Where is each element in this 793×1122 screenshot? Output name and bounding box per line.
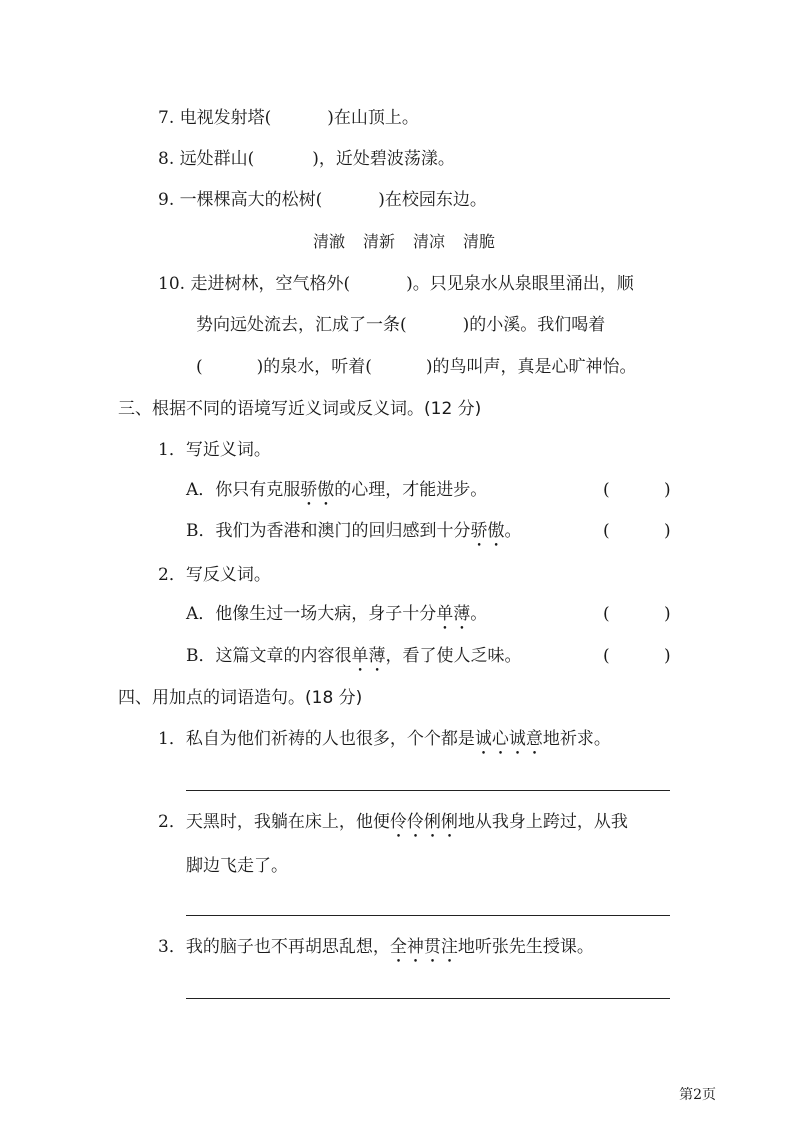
answer-paren-open: (: [603, 646, 610, 666]
item-text: (: [196, 357, 203, 377]
item-8: [158, 148, 455, 170]
sentence-text: ，看了使人乏味。: [385, 646, 522, 666]
section-3-q2-b: [186, 645, 522, 676]
dotted-word: 单薄: [351, 646, 386, 666]
dotted-word: 单薄: [436, 604, 471, 624]
answer-line[interactable]: [186, 998, 670, 999]
section-4-q3: [158, 936, 594, 967]
word-bank-item: 清澈: [313, 232, 346, 251]
section-3-q1-b: [186, 520, 522, 551]
answer-paren-open: (: [603, 604, 610, 624]
item-text-before: 一棵棵高大的松树(: [179, 190, 323, 210]
sentence-text: 的心理，才能进步。: [334, 480, 488, 500]
answer-paren-open: (: [603, 480, 610, 500]
word-bank: [313, 231, 513, 253]
sentence-text: 3．我的脑子也不再胡思乱想，: [158, 937, 390, 957]
sentence-text: 地从我身上跨过，从我: [457, 812, 628, 832]
sentence-text: 地祈求。: [542, 729, 611, 749]
item-text: )的鸟叫声，真是心旷神怡。: [425, 357, 637, 377]
item-text: 走进树林，空气格外(: [190, 274, 351, 294]
answer-paren-close: ): [664, 480, 671, 500]
dotted-word: 全神贯注: [389, 937, 458, 957]
word-bank-item: 清脆: [463, 232, 496, 251]
answer-paren-close: ): [664, 521, 671, 541]
answer-paren-close: ): [664, 604, 671, 624]
dotted-word: 骄傲: [470, 521, 505, 541]
item-number: 7.: [158, 108, 175, 128]
item-text: 势向远处流去，汇成了一条(: [196, 315, 407, 335]
item-7: [158, 107, 419, 129]
sentence-text: 2．天黑时，我躺在床上，他便: [158, 812, 390, 832]
answer-line[interactable]: [186, 915, 670, 916]
sentence-text: 地听张先生授课。: [457, 937, 594, 957]
section-4-q2: [158, 811, 628, 842]
item-number: 8.: [158, 149, 175, 169]
section-3-q1-label: 1．写近义词。: [158, 440, 271, 460]
item-text-after: )在校园东边。: [378, 190, 487, 210]
sentence-text: A．他像生过一场大病，身子十分: [186, 604, 437, 624]
dotted-word: 骄傲: [300, 480, 335, 500]
dotted-word: 诚心诚意: [474, 729, 543, 749]
section-4-q1: [158, 728, 611, 759]
section-4-q2-continued: 脚边飞走了。: [186, 856, 288, 876]
answer-paren-close: ): [664, 646, 671, 666]
item-10-line-2: [196, 314, 605, 336]
sentence-text: B．这篇文章的内容很: [186, 646, 352, 666]
sentence-text: 。: [470, 604, 488, 624]
dotted-word: 伶伶俐俐: [389, 812, 458, 832]
section-3-q2-label: 2．写反义词。: [158, 565, 271, 585]
item-text-after: )在山顶上。: [327, 108, 419, 128]
word-bank-item: 清新: [363, 232, 396, 251]
word-bank-item: 清凉: [413, 232, 446, 251]
item-text: )。只见泉水从泉眼里涌出，顺: [406, 274, 634, 294]
item-number: 9.: [158, 190, 175, 210]
page-number: 第2页: [679, 1087, 716, 1103]
item-number: 10.: [158, 274, 186, 294]
item-9: [158, 189, 487, 211]
item-text: )的泉水，听着(: [256, 357, 372, 377]
sentence-text: A．你只有克服: [186, 480, 301, 500]
item-10-line-1: [158, 273, 634, 295]
answer-paren-open: (: [603, 521, 610, 541]
item-text-after: )，近处碧波荡漾。: [312, 149, 455, 169]
section-4-title: 四、用加点的词语造句。(18 分): [118, 688, 363, 708]
answer-line[interactable]: [186, 790, 670, 791]
sentence-text: B．我们为香港和澳门的回归感到十分: [186, 521, 471, 541]
section-3-q1-a: [186, 479, 487, 510]
section-3-title: 三、根据不同的语境写近义词或反义词。(12 分): [118, 399, 482, 419]
item-text-before: 电视发射塔(: [179, 108, 272, 128]
sentence-text: 。: [504, 521, 522, 541]
sentence-text: 1．私自为他们祈祷的人也很多，个个都是: [158, 729, 475, 749]
item-text-before: 远处群山(: [179, 149, 255, 169]
item-text: )的小溪。我们喝着: [462, 315, 606, 335]
section-3-q2-a: [186, 603, 487, 634]
item-10-line-3: [196, 356, 637, 378]
